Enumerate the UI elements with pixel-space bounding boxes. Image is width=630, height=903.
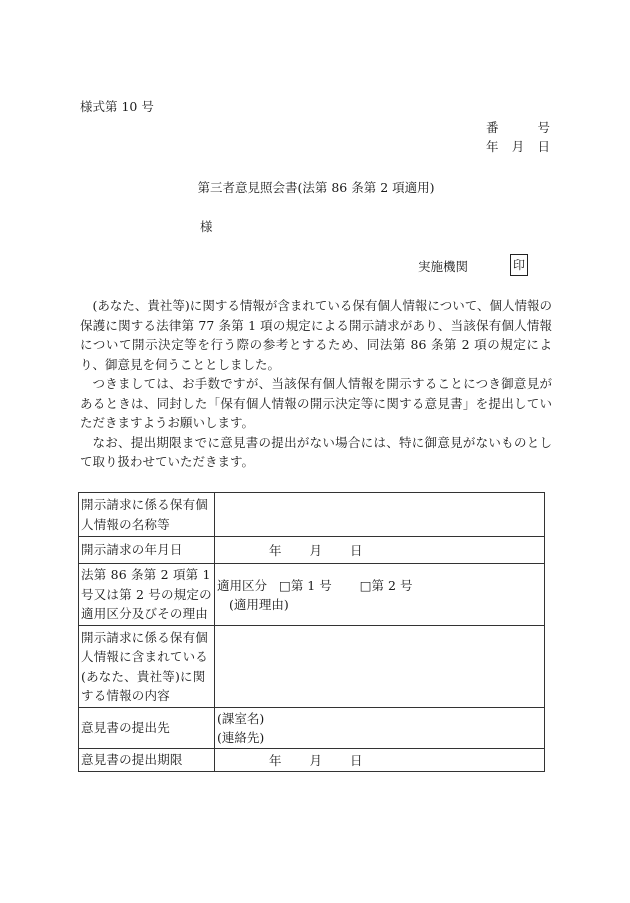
request-date-year: 年 xyxy=(269,542,282,558)
document-title-text: 第三者意見照会書(法第 86 条第 2 項適用) xyxy=(197,180,435,195)
request-date-day: 日 xyxy=(350,542,363,558)
row-value-deadline xyxy=(215,749,545,772)
issue-date-month: 月 xyxy=(511,139,525,154)
document-title xyxy=(0,178,630,196)
row-value-category xyxy=(215,564,545,626)
body-text xyxy=(80,296,552,472)
reference-number xyxy=(486,118,550,136)
seal-box: 印 xyxy=(510,254,528,276)
row-label-info-content: 開示請求に係る保有個人情報に含まれている(あなた、貴社等)に関する情報の内容 xyxy=(79,626,215,708)
ref-number-label: 番 xyxy=(486,120,499,135)
table-row xyxy=(79,564,545,626)
body-paragraph: (あなた、貴社等)に関する情報が含まれている保有個人情報について、個人情報の保護に関する法律第 77 条第 1 項の規定による開示請求があり、当該保有個人情報について開示決定等を行う際の参考とするため、同法第 86 条第 2 項の規定により、御意見を伺うこととしました。 xyxy=(80,298,552,372)
row-label-request-date: 開示請求の年月日 xyxy=(79,537,215,564)
submit-to-dept: (課室名) xyxy=(217,711,265,726)
issue-date-day: 日 xyxy=(537,139,550,154)
submit-to-contact: (連絡先) xyxy=(217,730,265,745)
table-row xyxy=(79,749,545,772)
row-value-info-content xyxy=(215,626,545,708)
addressee-suffix: 様 xyxy=(200,219,213,234)
form-number: 様式第 10 号 xyxy=(80,99,154,114)
issue-date xyxy=(486,137,550,155)
deadline-day: 日 xyxy=(350,752,363,768)
row-value-info-name xyxy=(215,493,545,537)
issue-date-year: 年 xyxy=(486,139,499,154)
body-paragraph: つきましては、お手数ですが、当該保有個人情報を開示することにつき御意見があるときは、同封した「保有個人情報の開示決定等に関する意見書」を提出していただきますようお願いします。 xyxy=(80,376,552,430)
row-label-category: 法第 86 条第 2 項第 1 号又は第 2 号の規定の適用区分及びその理由 xyxy=(79,564,215,626)
row-value-submit-to xyxy=(215,708,545,749)
category-reason-label: (適用理由) xyxy=(229,597,289,612)
row-label-submit-to: 意見書の提出先 xyxy=(79,708,215,749)
ref-number-suffix: 号 xyxy=(537,120,550,135)
body-paragraph: なお、提出期限までに意見書の提出がない場合には、特に御意見がないものとして取り扱わせていただきます。 xyxy=(80,434,552,469)
category-label: 適用区分 xyxy=(217,578,268,593)
table-row xyxy=(79,537,545,564)
issuer-label: 実施機関 xyxy=(418,259,469,274)
deadline-month: 月 xyxy=(309,752,323,768)
request-date-month: 月 xyxy=(309,542,323,558)
deadline-year: 年 xyxy=(269,752,282,768)
table-row xyxy=(79,626,545,708)
row-label-info-name: 開示請求に係る保有個人情報の名称等 xyxy=(79,493,215,537)
info-table xyxy=(78,492,545,772)
table-row xyxy=(79,708,545,749)
category-option-2: □第 2 号 xyxy=(359,578,413,593)
row-value-request-date xyxy=(215,537,545,564)
category-option-1: □第 1 号 xyxy=(279,578,332,593)
table-row xyxy=(79,493,545,537)
row-label-deadline: 意見書の提出期限 xyxy=(79,749,215,772)
